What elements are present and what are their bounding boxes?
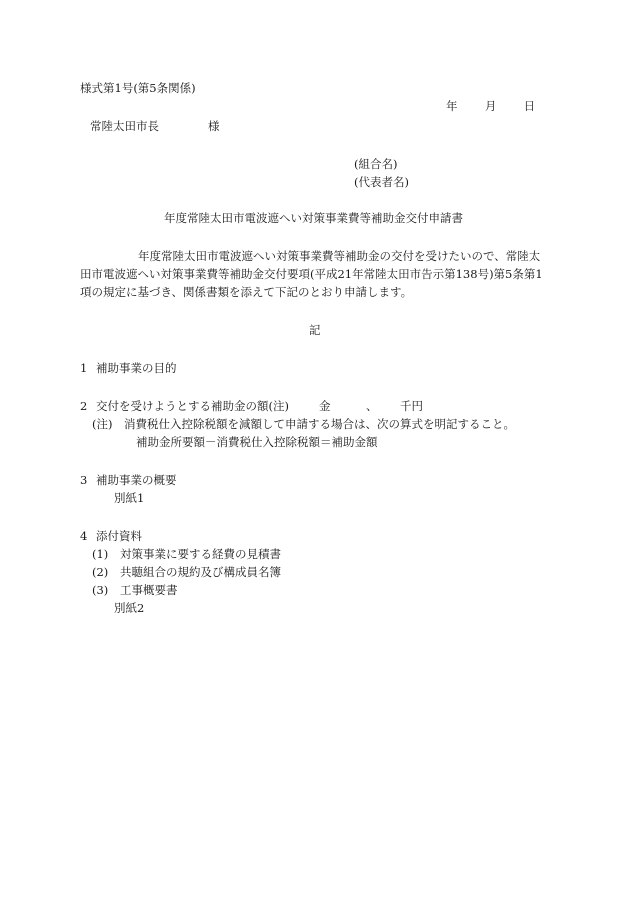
note-label: (注) <box>92 417 113 431</box>
attachment-item-2-number: (2) <box>92 565 109 579</box>
section-4-number: 4 <box>80 529 88 543</box>
ki-heading: 記 <box>309 323 321 337</box>
document-title: 年度常陸太田市電波遮へい対策事業費等補助金交付申請書 <box>164 211 463 225</box>
addressee: 常陸太田市長 <box>90 119 159 133</box>
note-text: 消費税仕入控除税額を減額して申請する場合は、次の算式を明記すること。 <box>124 417 515 431</box>
attachment-item-2-text: 共聴組合の規約及び構成員名簿 <box>120 565 281 579</box>
attachment-item-3-text: 工事概要書 <box>120 583 178 597</box>
body-line-1: 年度常陸太田市電波遮へい対策事業費等補助金の交付を受けたいので、常陸太 <box>138 249 541 263</box>
form-number: 様式第1号(第5条関係) <box>80 81 196 95</box>
amount-comma: 、 <box>366 399 378 413</box>
section-3-attachment: 別紙1 <box>114 491 145 505</box>
attachment-item-3-number: (3) <box>92 583 109 597</box>
amount-unit: 千円 <box>400 399 423 413</box>
date-line <box>446 98 535 114</box>
date-year: 年 <box>446 99 458 113</box>
date-day: 日 <box>523 99 536 113</box>
section-3-title: 補助事業の概要 <box>96 473 177 487</box>
attachment-item-1-text: 対策事業に要する経費の見積書 <box>120 547 281 561</box>
amount-kin: 金 <box>319 399 331 413</box>
section-2-number: 2 <box>80 399 88 413</box>
section-1-title: 補助事業の目的 <box>96 361 177 375</box>
section-4-attachment: 別紙2 <box>114 601 145 615</box>
body-line-3: 項の規定に基づき、関係書類を添えて下記のとおり申請します。 <box>80 285 413 299</box>
section-4-title: 添付資料 <box>96 529 142 543</box>
applicant-union: (組合名) <box>354 157 398 171</box>
section-1-number: 1 <box>80 361 88 375</box>
body-line-2: 田市電波遮へい対策事業費等補助金交付要項(平成21年常陸太田市告示第138号)第5条第1 <box>80 267 543 281</box>
date-month: 月 <box>484 99 497 113</box>
section-2-title: 交付を受けようとする補助金の額(注) <box>96 399 289 413</box>
applicant-representative: (代表者名) <box>354 175 409 189</box>
attachment-item-1-number: (1) <box>92 547 109 561</box>
formula: 補助金所要額－消費税仕入控除税額＝補助金額 <box>136 435 378 449</box>
section-3-number: 3 <box>80 473 88 487</box>
honorific: 様 <box>208 119 220 133</box>
